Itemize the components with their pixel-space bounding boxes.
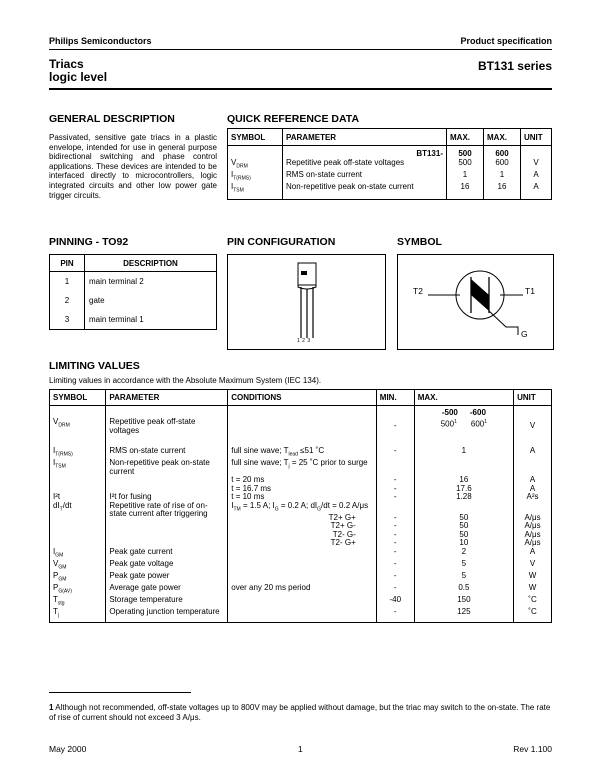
lv-cond: [228, 406, 377, 442]
qr-unit: A: [521, 171, 552, 183]
pin-description: main terminal 2: [85, 272, 217, 292]
lv-param: Repetitive peak off-state voltages: [106, 406, 228, 442]
lv-unit: ˚C: [514, 596, 552, 608]
lv-max: 50: [414, 531, 513, 540]
lv-col-min: MIN.: [376, 390, 414, 406]
lv-symbol: dI: [53, 500, 60, 510]
lv-symbol: I: [53, 546, 56, 556]
triac-symbol-drawing: [398, 255, 553, 349]
symbol-t1-label: T1: [525, 286, 535, 296]
quick-ref-heading: QUICK REFERENCE DATA: [227, 113, 360, 125]
pin-number: 2: [50, 291, 85, 310]
lv-quadrant: T2- G-: [228, 531, 377, 540]
quick-ref-table: [227, 128, 552, 200]
qr-symbol: V: [231, 157, 237, 167]
lv-symbol: T: [53, 595, 58, 605]
pin-col-pin: PIN: [50, 255, 85, 272]
qr-symbol-sub: DRM: [236, 163, 248, 170]
lv-symbol: I²t: [50, 493, 106, 502]
qr-col-max2: MAX.: [484, 129, 521, 146]
pin-row: [50, 291, 217, 310]
lv-cond-text: full sine wave; T: [231, 446, 289, 455]
lv-cond-sub: j: [288, 463, 290, 470]
lv-cond: [228, 560, 377, 572]
qr-row: [228, 171, 552, 183]
lv-cond-text: full sine wave; T: [231, 458, 289, 468]
qr-row: [228, 159, 552, 171]
title-rule: [49, 88, 552, 90]
lv-symbol-sub: stg: [57, 600, 65, 607]
lv-unit: W: [514, 572, 552, 584]
qr-param: Repetitive peak off-state voltages: [283, 159, 447, 171]
lv-symbol: P: [53, 582, 59, 592]
pin-col-desc: DESCRIPTION: [85, 255, 217, 272]
lv-footnote-ref: 1: [454, 418, 457, 425]
lv-cond: t = 16.7 ms: [228, 485, 377, 494]
title-line-2: logic level: [49, 70, 108, 84]
qr-symbol-sub: T(RMS): [233, 175, 251, 182]
lv-symbol: T: [53, 607, 58, 617]
pin-row: [50, 272, 217, 292]
lv-cond-text: I: [231, 500, 234, 510]
lv-unit: ˚C: [514, 608, 552, 623]
lv-cond: [228, 596, 377, 608]
footer-page: 1: [298, 744, 303, 754]
lv-row: [50, 502, 552, 514]
lv-max: 16: [414, 476, 513, 485]
symbol-box: [397, 254, 554, 350]
lv-cond-sub: lead: [288, 451, 298, 458]
lv-cond-tail: /dt = 0.2 A/μs: [321, 500, 369, 510]
lv-max: 10: [414, 539, 513, 548]
lv-symbol-tail: /dt: [62, 500, 72, 510]
product-title: [49, 58, 107, 84]
lv-symbol: I: [53, 446, 56, 455]
lv-min: -: [376, 560, 414, 572]
symbol-heading: SYMBOL: [397, 236, 442, 248]
lv-unit: A/μs: [514, 514, 552, 523]
lv-max: 17.6: [414, 485, 513, 494]
lv-min: -: [376, 514, 414, 523]
lv-unit: A/μs: [514, 531, 552, 540]
lv-max-val2: 600: [470, 419, 485, 429]
lv-cond: t = 10 ms: [228, 493, 377, 502]
series-name: BT131 series: [477, 59, 552, 73]
pinning-heading: PINNING - TO92: [49, 236, 129, 248]
lv-min: -: [376, 539, 414, 548]
lv-min: -: [376, 406, 414, 442]
lv-min: -: [376, 485, 414, 494]
lv-cond: [228, 459, 377, 476]
lv-max: 50: [414, 522, 513, 531]
footer-date: May 2000: [49, 744, 87, 754]
lv-max-val1: 500: [440, 419, 455, 429]
pin-description: main terminal 1: [85, 310, 217, 330]
lv-row: [50, 548, 552, 560]
lv-max: 0.5: [414, 584, 513, 596]
lv-cond: t = 20 ms: [228, 476, 377, 485]
qr-max1: 1: [447, 171, 484, 183]
qr-col-unit: UNIT: [521, 129, 552, 146]
lv-max: 150: [414, 596, 513, 608]
lv-min: -: [376, 572, 414, 584]
lv-min: -: [376, 476, 414, 485]
footnote-rule: [49, 692, 191, 693]
qr-type-max2: 600: [484, 146, 521, 159]
lv-param: Peak gate current: [106, 548, 228, 560]
lv-quadrant-row: [50, 522, 552, 531]
qr-max1: 16: [447, 183, 484, 200]
symbol-t2-label: T2: [413, 286, 423, 296]
general-text: Passivated, sensitive gate triacs in a plastic envelope, intended for use in general purpose bidirectional switching and phase control applications. These devices are intended to be interfaced directly to microcontrollers, logic integrated circuits and other low power gate trigger circuits.: [49, 133, 217, 200]
general-heading: GENERAL DESCRIPTION: [49, 113, 175, 125]
limiting-table: [49, 389, 552, 623]
lv-cond-tail: = 1.5 A; I: [240, 500, 275, 510]
pin-description: gate: [85, 291, 217, 310]
lv-min: -: [376, 531, 414, 540]
lv-symbol-sub: T(RMS): [55, 451, 73, 458]
qr-type-label: BT131-: [283, 146, 447, 159]
lv-cond-sub: TM: [233, 506, 241, 513]
lv-param: RMS on-state current: [106, 441, 228, 459]
lv-symbol: P: [53, 570, 59, 580]
lv-unit: A/μs: [514, 539, 552, 548]
lv-cond: [228, 608, 377, 623]
lv-unit: A²s: [514, 493, 552, 502]
lv-symbol: I: [53, 458, 56, 468]
lv-cond-tail: = 25 ˚C prior to surge: [289, 458, 368, 468]
lv-cond: [228, 548, 377, 560]
lv-max: 2: [414, 548, 513, 560]
footer-revision: Rev 1.100: [513, 744, 552, 754]
lv-min: -: [376, 493, 414, 502]
lv-cond: over any 20 ms period: [228, 584, 377, 596]
qr-unit: V: [521, 159, 552, 171]
lv-param: Peak gate voltage: [106, 560, 228, 572]
lv-symbol-sub: G(AV): [58, 588, 72, 595]
qr-col-max1: MAX.: [447, 129, 484, 146]
doc-type: Product specification: [460, 36, 552, 46]
lv-row: [50, 441, 552, 459]
lv-unit: A: [514, 485, 552, 494]
pin-row: [50, 310, 217, 330]
limiting-heading: LIMITING VALUES: [49, 360, 140, 372]
lv-param: Storage temperature: [106, 596, 228, 608]
pin-numbers: 1 2 3: [297, 338, 311, 344]
limiting-intro: Limiting values in accordance with the Absolute Maximum System (IEC 134).: [49, 376, 322, 385]
qr-type-max1: 500: [447, 146, 484, 159]
symbol-g-label: G: [521, 329, 528, 339]
lv-max-head2: -600: [469, 408, 486, 417]
lv-min: -40: [376, 596, 414, 608]
lv-symbol: V: [53, 417, 59, 426]
lv-unit: A: [514, 476, 552, 485]
lv-cond-tail: = 0.2 A; dI: [278, 500, 318, 510]
lv-col-symbol: SYMBOL: [50, 390, 106, 406]
lv-unit: V: [514, 560, 552, 572]
lv-symbol-sub: GM: [55, 552, 64, 559]
qr-max2: 1: [484, 171, 521, 183]
qr-unit: A: [521, 183, 552, 200]
lv-cond: [228, 502, 377, 514]
qr-max2: 600: [484, 159, 521, 171]
lv-symbol-sub: GM: [58, 576, 67, 583]
lv-param: Non-repetitive peak on-state current: [106, 459, 228, 476]
lv-symbol: V: [53, 558, 59, 568]
qr-max2: 16: [484, 183, 521, 200]
lv-unit: A: [514, 548, 552, 560]
lv-max: 1.28: [414, 493, 513, 502]
lv-quadrant: T2- G+: [228, 539, 377, 548]
lv-param: Repetitive rate of rise of on-state current after triggering: [106, 502, 228, 523]
pin-number: 1: [50, 272, 85, 292]
qr-max1: 500: [447, 159, 484, 171]
lv-symbol-sub: GM: [58, 564, 67, 571]
lv-unit: A/μs: [514, 522, 552, 531]
lv-max-head1: -500: [441, 408, 458, 417]
lv-row: [50, 608, 552, 623]
lv-min: -: [376, 522, 414, 531]
lv-row: [50, 476, 552, 485]
lv-unit: A: [514, 441, 552, 459]
qr-symbol-sub: TSM: [233, 187, 244, 194]
lv-row: [50, 459, 552, 476]
lv-min: -: [376, 441, 414, 459]
lv-param: Operating junction temperature: [106, 608, 228, 623]
lv-symbol-sub: T: [59, 506, 63, 513]
lv-param: Peak gate power: [106, 572, 228, 584]
footnote-number: 1: [49, 703, 54, 712]
lv-max: [414, 406, 513, 442]
qr-symbol: I: [231, 181, 234, 191]
lv-col-conditions: CONDITIONS: [228, 390, 377, 406]
lv-cond: [228, 441, 377, 459]
qr-symbol: I: [231, 169, 234, 179]
pinning-table: [49, 254, 217, 330]
lv-cond-tail: ≤51 ˚C: [297, 446, 325, 455]
pin-number: 3: [50, 310, 85, 330]
qr-param: RMS on-state current: [283, 171, 447, 183]
qr-col-parameter: PARAMETER: [283, 129, 447, 146]
lv-symbol-sub: j: [57, 612, 60, 619]
lv-param: Average gate power: [106, 584, 228, 596]
lv-min: -: [376, 608, 414, 623]
pin-config-box: [227, 254, 386, 350]
qr-col-symbol: SYMBOL: [228, 129, 283, 146]
lv-unit: W: [514, 584, 552, 596]
lv-col-max: MAX.: [414, 390, 513, 406]
lv-quadrant: T2+ G-: [228, 522, 377, 531]
lv-max: 50: [414, 514, 513, 523]
footnote-text: Although not recommended, off-state voltages up to 800V may be applied without damage, but the triac may switch to the on-state. The rate of rise of current should not exceed 3 A/μs.: [49, 703, 551, 722]
lv-max: 5: [414, 560, 513, 572]
lv-col-parameter: PARAMETER: [106, 390, 228, 406]
to92-package-drawing: [228, 255, 385, 349]
lv-param: I²t for fusing: [106, 493, 228, 502]
footnote: [49, 703, 552, 722]
lv-min: -: [376, 584, 414, 596]
lv-quadrant: T2+ G+: [228, 514, 377, 523]
lv-max: 5: [414, 572, 513, 584]
qr-param: Non-repetitive peak on-state current: [283, 183, 447, 200]
lv-min: -: [376, 548, 414, 560]
lv-unit: V: [514, 406, 552, 442]
pin-config-heading: PIN CONFIGURATION: [227, 236, 336, 248]
company-name: Philips Semiconductors: [49, 36, 152, 46]
lv-symbol-sub: DRM: [58, 422, 70, 429]
qr-row: [228, 183, 552, 200]
lv-cond-sub: G: [274, 506, 279, 513]
lv-col-unit: UNIT: [514, 390, 552, 406]
lv-cond-sub: G: [317, 506, 322, 513]
title-line-1: Triacs: [49, 57, 84, 71]
header-rule: [49, 49, 552, 50]
lv-row: [50, 406, 552, 442]
lv-footnote-ref: 1: [484, 418, 488, 425]
lv-quadrant-row: [50, 531, 552, 540]
lv-symbol-sub: TSM: [55, 463, 66, 470]
lv-max: 1: [414, 441, 513, 459]
lv-max: 125: [414, 608, 513, 623]
